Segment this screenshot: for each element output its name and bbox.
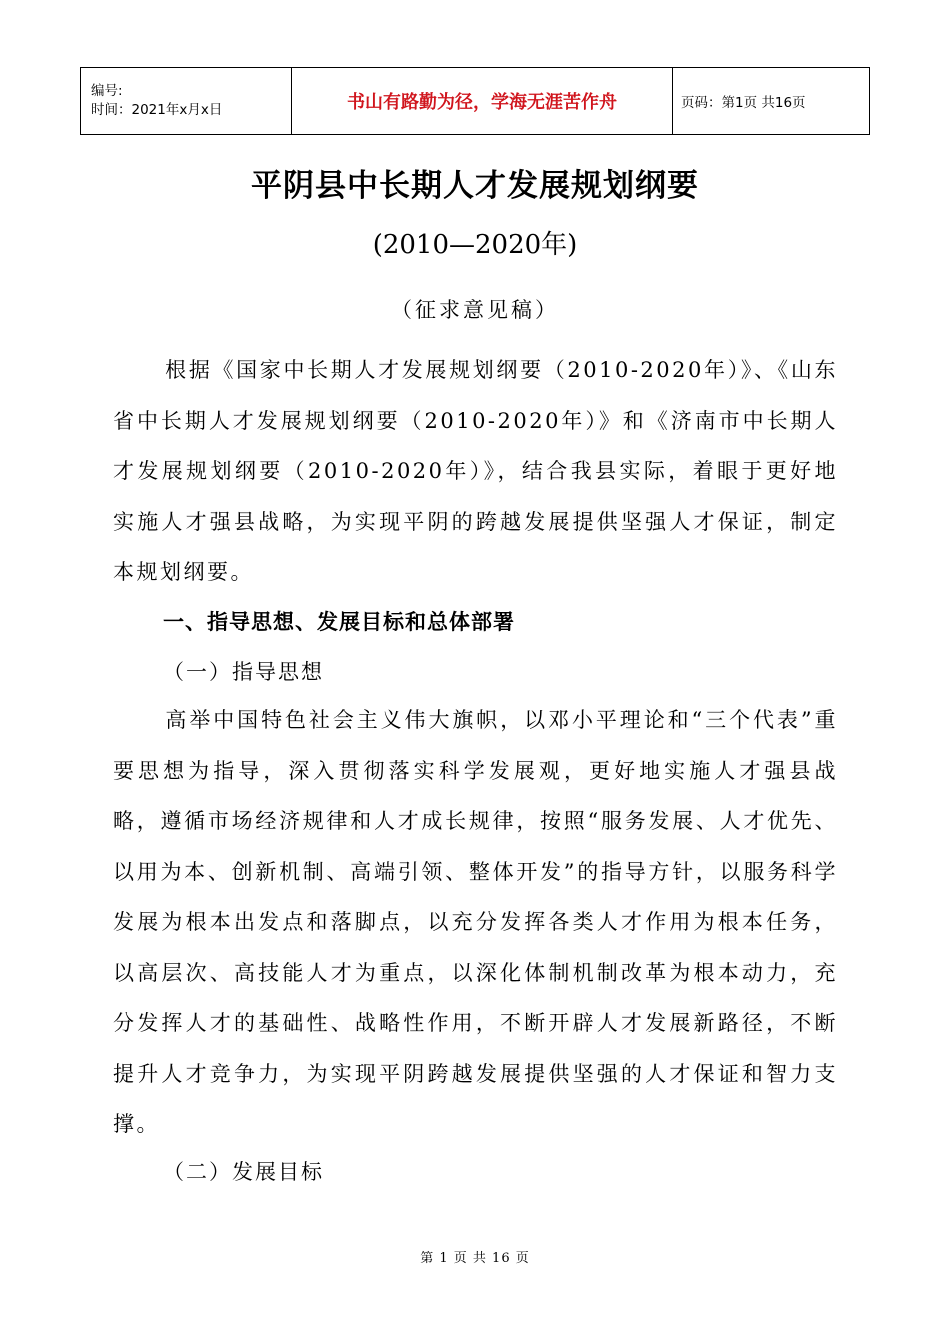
sub1-heading: （一）指导思想 bbox=[163, 660, 324, 684]
number-label: 编号: bbox=[91, 83, 123, 99]
sub1-text: 高举中国特色社会主义伟大旗帜，以邓小平理论和“三个代表”重要思想为指导，深入贯彻落实科学发展观，更好地实施人才强县战略，遵循市场经济规律和人才成长规律，按照“服务发展、人才优先、以用为本、创新机制、高端引领、整体开发”的指导方针，以服务科学发展为根本出发点和落脚点，以充分发挥各类人才作用为根本任务，以高层次、高技能人才为重点，以深化体制机制改革为根本动力，充分发挥人才的基础性、战略性作用，不断开辟人才发展新路径，不断提升人才竞争力，为实现平阴跨越发展提供坚强的人才保证和智力支撑。 bbox=[113, 708, 838, 1136]
sub2-heading: （二）发展目标 bbox=[163, 1160, 324, 1184]
section1-heading: 一、指导思想、发展目标和总体部署 bbox=[163, 610, 515, 634]
sub1-paragraph bbox=[113, 695, 838, 1150]
draft-note: （征求意见稿） bbox=[391, 298, 559, 322]
intro-paragraph bbox=[113, 345, 838, 598]
intro-text: 根据《国家中长期人才发展规划纲要（2010-2020年）》、《山东省中长期人才发展规划纲要（2010-2020年）》和《济南市中长期人才发展规划纲要（2010-2020年）》，结合我县实际，着眼于更好地实施人才强县战略，为实现平阴的跨越发展提供坚强人才保证，制定本规划纲要。 bbox=[113, 358, 838, 584]
document-years: (2010—2020年) bbox=[372, 230, 578, 260]
time-label: 时间：2021年x月x日 bbox=[91, 102, 223, 118]
header-table bbox=[80, 67, 870, 135]
header-meta-cell bbox=[81, 68, 292, 135]
header-page-code: 页码：第1页 共16页 bbox=[673, 68, 870, 135]
page-footer: 第 1 页 共 16 页 bbox=[420, 1251, 530, 1266]
document-title: 平阴县中长期人才发展规划纲要 bbox=[251, 168, 699, 204]
header-motto: 书山有路勤为径，学海无涯苦作舟 bbox=[292, 68, 673, 135]
